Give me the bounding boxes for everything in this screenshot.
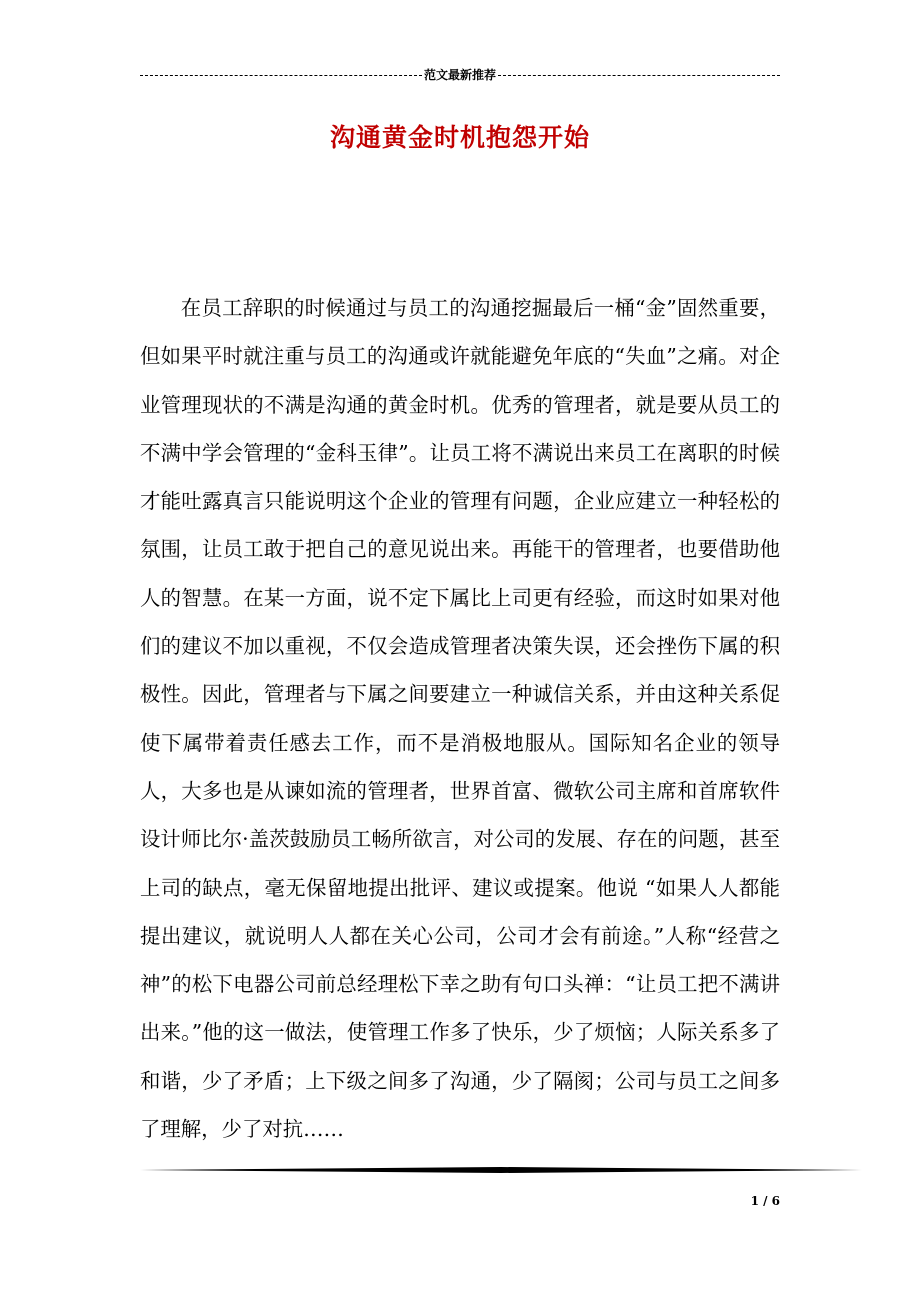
- page-number: 1 / 6: [750, 1194, 780, 1208]
- header-label: 范文最新推荐: [424, 68, 497, 82]
- footer-rule: [140, 1167, 862, 1173]
- page-header: [140, 66, 780, 83]
- document-title: 沟通黄金时机抱怨开始: [329, 123, 590, 152]
- header-dash-left: [140, 75, 422, 76]
- document-body: [140, 284, 780, 1153]
- header-dash-right: [498, 75, 780, 76]
- body-paragraph: 在员工辞职的时候通过与员工的沟通挖掘最后一桶“金”固然重要，但如果平时就注重与员工的沟通或许就能避免年底的“失血”之痛。对企业管理现状的不满是沟通的黄金时机。优秀的管理者，就是要从员工的不满中学会管理的“金科玉律”。让员工将不满说出来员工在离职的时候才能吐露真言只能说明这个企业的管理有问题，企业应建立一种轻松的氛围，让员工敢于把自己的意见说出来。再能干的管理者，也要借助他人的智慧。在某一方面，说不定下属比上司更有经验，而这时如果对他们的建议不加以重视，不仅会造成管理者决策失误，还会挫伤下属的积极性。因此，管理者与下属之间要建立一种诚信关系，并由这种关系促使下属带着责任感去工作，而不是消极地服从。国际知名企业的领导人，大多也是从谏如流的管理者，世界首富、微软公司主席和首席软件设计师比尔·盖茨鼓励员工畅所欲言，对公司的发展、存在的问题，甚至上司的缺点，毫无保留地提出批评、建议或提案。他说 “如果人人都能提出建议，就说明人人都在关心公司，公司才会有前途。”人称“经营之神”的松下电器公司前总经理松下幸之助有句口头禅：“让员工把不满讲出来。”他的这一做法，使管理工作多了快乐，少了烦恼；人际关系多了和谐，少了矛盾；上下级之间多了沟通，少了隔阂；公司与员工之间多了理解，少了对抗……: [140, 296, 780, 1142]
